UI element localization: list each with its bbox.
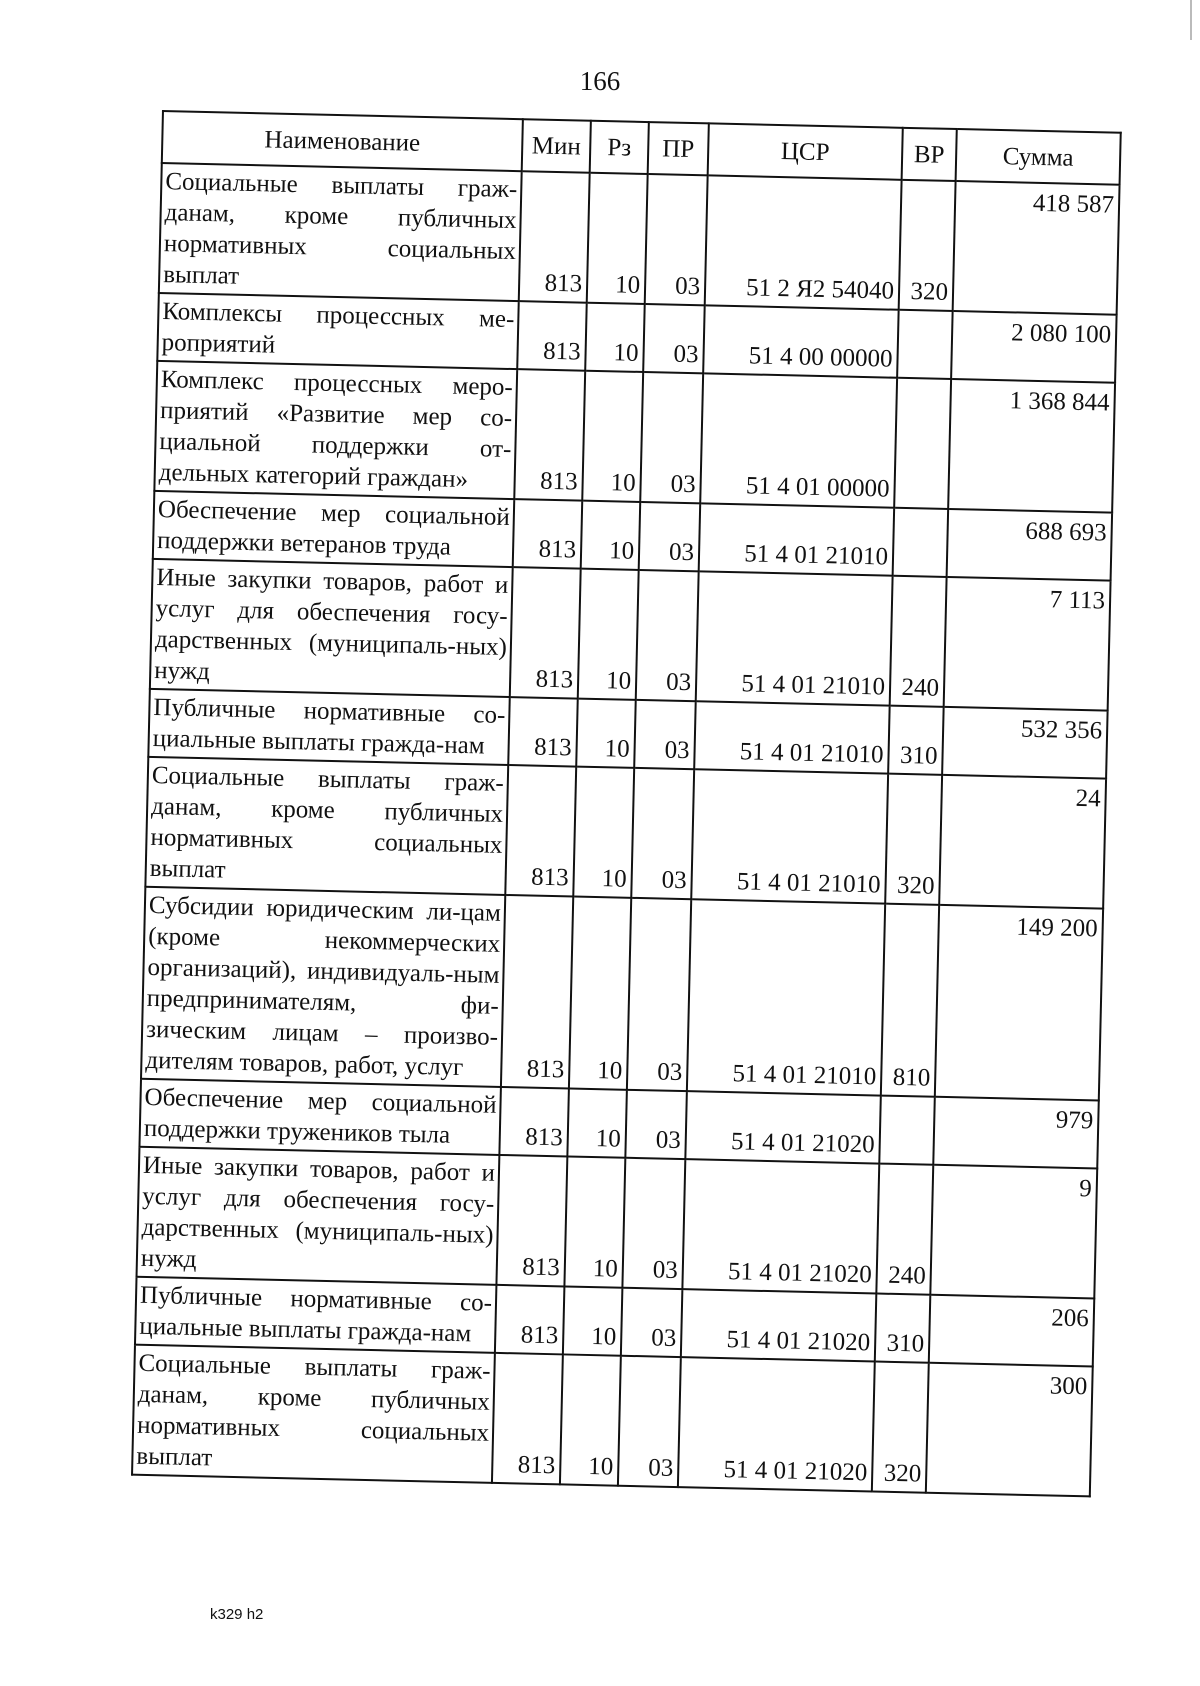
row-rz: 10 bbox=[582, 371, 643, 502]
row-csr: 51 4 01 21020 bbox=[681, 1289, 876, 1361]
budget-table bbox=[131, 110, 1122, 1497]
row-pr: 03 bbox=[640, 372, 703, 503]
row-rz: 10 bbox=[560, 1354, 621, 1485]
row-sum: 24 bbox=[939, 775, 1106, 909]
row-sum: 688 693 bbox=[947, 509, 1113, 581]
row-min: 813 bbox=[517, 301, 587, 371]
row-pr: 03 bbox=[621, 1288, 683, 1357]
row-name: Иные закупки товаров, работ и услуг для обеспечения госу-дарственных (муниципаль-ных) нужд bbox=[150, 559, 513, 697]
header-pr: ПР bbox=[648, 122, 709, 175]
row-rz: 10 bbox=[587, 173, 648, 304]
row-sum: 149 200 bbox=[935, 905, 1103, 1101]
row-name: Комплексы процессных ме-роприятий bbox=[157, 293, 518, 369]
table-row bbox=[150, 559, 1111, 711]
row-pr: 03 bbox=[645, 174, 708, 305]
row-rz: 10 bbox=[569, 897, 631, 1090]
row-rz: 10 bbox=[581, 501, 641, 570]
row-name: Комплекс процессных меро-приятий «Развитие мер со-циальной поддержки от-дельных категорий граждан» bbox=[154, 361, 517, 499]
row-vr: 320 bbox=[899, 180, 956, 311]
row-sum: 1 368 844 bbox=[948, 379, 1115, 513]
header-min: Мин bbox=[522, 119, 591, 173]
row-min: 813 bbox=[508, 697, 578, 767]
row-min: 813 bbox=[519, 171, 590, 303]
row-pr: 03 bbox=[643, 304, 705, 373]
row-sum: 2 080 100 bbox=[951, 311, 1117, 383]
row-csr: 51 4 01 00000 bbox=[700, 373, 897, 507]
row-name: Социальные выплаты граж-данам, кроме публичных нормативных социальных выплат bbox=[159, 163, 522, 301]
header-rz: Рз bbox=[590, 121, 649, 174]
row-csr: 51 2 Я2 54040 bbox=[705, 175, 902, 309]
row-sum: 532 356 bbox=[942, 707, 1108, 779]
row-rz: 10 bbox=[585, 303, 645, 372]
row-pr: 03 bbox=[636, 570, 699, 701]
row-min: 813 bbox=[501, 895, 573, 1088]
row-vr bbox=[879, 1096, 935, 1165]
row-pr: 03 bbox=[631, 768, 694, 899]
row-min: 813 bbox=[499, 1087, 569, 1157]
header-vr: ВР bbox=[902, 128, 957, 181]
row-csr: 51 4 01 21020 bbox=[678, 1357, 875, 1491]
scan-edge-mark bbox=[1190, 0, 1192, 40]
row-vr bbox=[894, 378, 951, 509]
table-row bbox=[154, 361, 1115, 513]
row-name: Публичные нормативные со-циальные выплаты гражда-нам bbox=[148, 689, 509, 765]
row-pr: 03 bbox=[639, 502, 701, 571]
header-name: Наименование bbox=[162, 111, 523, 171]
row-csr: 51 4 00 00000 bbox=[703, 305, 898, 377]
row-csr: 51 4 01 21010 bbox=[694, 701, 889, 773]
row-csr: 51 4 01 21010 bbox=[699, 503, 894, 575]
row-min: 813 bbox=[513, 499, 583, 569]
row-rz: 10 bbox=[567, 1088, 627, 1157]
header-sum: Сумма bbox=[956, 129, 1121, 185]
row-rz: 10 bbox=[578, 569, 639, 700]
row-name: Иные закупки товаров, работ и услуг для обеспечения госу-дарственных (муниципаль-ных) нужд bbox=[137, 1147, 500, 1285]
row-min: 813 bbox=[514, 369, 585, 501]
header-csr: ЦСР bbox=[708, 123, 903, 179]
row-name: Обеспечение мер социальной поддержки тружеников тыла bbox=[139, 1079, 500, 1155]
row-vr bbox=[897, 310, 953, 379]
row-min: 813 bbox=[505, 765, 576, 897]
row-vr: 310 bbox=[888, 706, 944, 775]
row-name: Публичные нормативные со-циальные выплаты гражда-нам bbox=[135, 1277, 496, 1353]
row-pr: 03 bbox=[627, 898, 691, 1091]
table-row bbox=[132, 1345, 1093, 1497]
row-rz: 10 bbox=[576, 699, 636, 768]
row-sum: 206 bbox=[929, 1295, 1095, 1367]
table-row bbox=[137, 1147, 1098, 1299]
row-name: Социальные выплаты граж-данам, кроме публичных нормативных социальных выплат bbox=[132, 1345, 495, 1483]
row-name: Социальные выплаты граж-данам, кроме публичных нормативных социальных выплат bbox=[145, 757, 508, 895]
row-vr: 320 bbox=[885, 774, 942, 905]
row-csr: 51 4 01 21020 bbox=[685, 1091, 880, 1163]
row-name: Субсидии юридическим ли-цам (кроме некоммерческих организаций), индивидуаль-ным предпринимателям, фи-зическим лицам – произво-дителям товаров, работ, услуг bbox=[141, 887, 505, 1087]
row-vr bbox=[893, 508, 949, 577]
row-sum: 7 113 bbox=[944, 577, 1111, 711]
table-row bbox=[145, 757, 1106, 909]
table-row bbox=[141, 887, 1103, 1101]
budget-table-container bbox=[131, 110, 1120, 1497]
table-row bbox=[159, 163, 1120, 315]
footer-code: k329 h2 bbox=[210, 1606, 264, 1623]
row-min: 813 bbox=[495, 1285, 565, 1355]
row-pr: 03 bbox=[622, 1158, 685, 1289]
row-csr: 51 4 01 21010 bbox=[691, 769, 888, 903]
row-vr: 320 bbox=[872, 1361, 929, 1492]
row-vr: 310 bbox=[875, 1294, 931, 1363]
row-csr: 51 4 01 21020 bbox=[682, 1159, 879, 1293]
row-min: 813 bbox=[492, 1353, 563, 1485]
row-sum: 418 587 bbox=[953, 181, 1120, 315]
row-rz: 10 bbox=[564, 1156, 625, 1287]
row-vr: 240 bbox=[876, 1164, 933, 1295]
row-min: 813 bbox=[510, 567, 581, 699]
row-name: Обеспечение мер социальной поддержки ветеранов труда bbox=[153, 491, 514, 567]
table-body bbox=[132, 163, 1120, 1496]
row-pr: 03 bbox=[618, 1356, 681, 1487]
page-number: 166 bbox=[579, 66, 621, 96]
row-vr: 240 bbox=[890, 576, 947, 707]
row-rz: 10 bbox=[563, 1286, 623, 1355]
row-pr: 03 bbox=[634, 700, 696, 769]
row-rz: 10 bbox=[573, 767, 634, 898]
row-sum: 9 bbox=[930, 1165, 1097, 1299]
row-pr: 03 bbox=[625, 1090, 687, 1159]
row-min: 813 bbox=[496, 1155, 567, 1287]
row-sum: 300 bbox=[926, 1363, 1093, 1497]
row-csr: 51 4 01 21010 bbox=[687, 899, 885, 1095]
row-csr: 51 4 01 21010 bbox=[696, 571, 893, 705]
row-vr: 810 bbox=[881, 904, 939, 1097]
row-sum: 979 bbox=[933, 1097, 1099, 1169]
